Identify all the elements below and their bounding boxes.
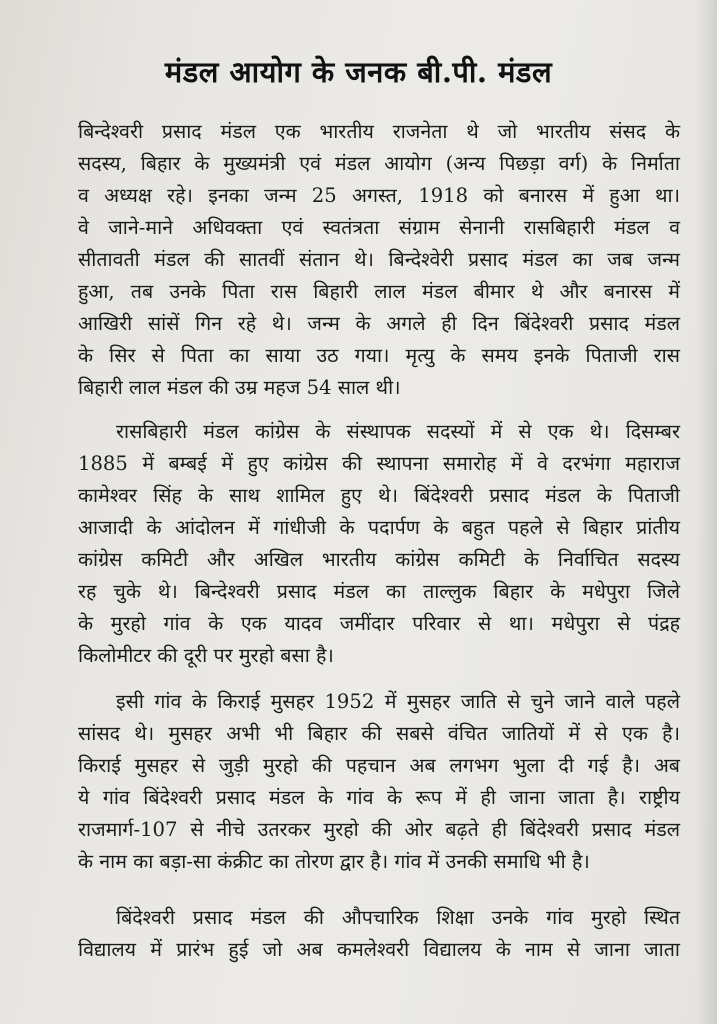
text-line: विद्यालय में प्रारंभ हुई जो अब कमलेश्वरी विद्यालय के नाम से जाना जाता xyxy=(78,938,680,961)
text-line: रासबिहारी मंडल कांग्रेस के संस्थापक सदस्यों में से एक थे। दिसम्बर xyxy=(116,420,680,443)
paragraph-1 xyxy=(78,116,680,404)
text-line: कामेश्वर सिंह के साथ शामिल हुए थे। बिंदेश्वरी प्रसाद मंडल के पिताजी xyxy=(78,484,680,507)
text-line: किराई मुसहर से जुड़ी मुरहो की पहचान अब लगभग भुला दी गई है। अब xyxy=(78,754,680,777)
text-line: राजमार्ग-107 से नीचे उतरकर मुरहो की ओर बढ़ते ही बिंदेश्वरी प्रसाद मंडल xyxy=(78,818,680,841)
paragraph-3 xyxy=(78,686,680,878)
text-line: आखिरी सांसें गिन रहे थे। जन्म के अगले ही दिन बिंदेश्वरी प्रसाद मंडल xyxy=(78,312,680,335)
text-line: इसी गांव के किराई मुसहर 1952 में मुसहर जाति से चुने जाने वाले पहले xyxy=(116,690,680,713)
paragraph-4 xyxy=(78,902,680,966)
text-line: आजादी के आंदोलन में गांधीजी के पदार्पण के बहुत पहले से बिहार प्रांतीय xyxy=(78,516,680,539)
text-line: रह चुके थे। बिन्देश्वरी प्रसाद मंडल का ताल्लुक बिहार के मधेपुरा जिले xyxy=(78,580,680,603)
text-line: 1885 में बम्बई में हुए कांग्रेस की स्थापना समारोह में वे दरभंगा महाराज xyxy=(78,452,680,475)
text-line: सीतावती मंडल की सातवीं संतान थे। बिन्देश्वेरी प्रसाद मंडल का जब जन्म xyxy=(78,248,680,271)
text-line: बिंदेश्वरी प्रसाद मंडल की औपचारिक शिक्षा उनके गांव मुरहो स्थित xyxy=(116,906,680,929)
text-line: हुआ, तब उनके पिता रास बिहारी लाल मंडल बीमार थे और बनारस में xyxy=(78,280,680,303)
page-title: मंडल आयोग के जनक बी.पी. मंडल xyxy=(164,55,553,89)
text-line: सदस्य, बिहार के मुख्यमंत्री एवं मंडल आयोग (अन्य पिछड़ा वर्ग) के निर्माता xyxy=(78,152,680,175)
text-line: के मुरहो गांव के एक यादव जमींदार परिवार से था। मधेपुरा से पंद्रह xyxy=(78,612,680,635)
text-line: ये गांव बिंदेश्वरी प्रसाद मंडल के गांव के रूप में ही जाना जाता है। राष्ट्रीय xyxy=(78,786,680,809)
text-line: किलोमीटर की दूरी पर मुरहो बसा है। xyxy=(78,644,334,667)
text-line: कांग्रेस कमिटी और अखिल भारतीय कांग्रेस कमिटी के निर्वाचित सदस्य xyxy=(78,548,680,571)
page-edge-shadow xyxy=(695,0,717,1024)
paragraph-2 xyxy=(78,416,680,672)
text-line: के नाम का बड़ा-सा कंक्रीट का तोरण द्वार है। गांव में उनकी समाधि भी है। xyxy=(78,850,590,873)
text-line: व अध्यक्ष रहे। इनका जन्म 25 अगस्त, 1918 को बनारस में हुआ था। xyxy=(78,184,680,207)
text-line: बिन्देश्वरी प्रसाद मंडल एक भारतीय राजनेता थे जो भारतीय संसद के xyxy=(78,120,680,143)
text-line: के सिर से पिता का साया उठ गया। मृत्यु के समय इनके पिताजी रास xyxy=(78,344,680,367)
text-line: बिहारी लाल मंडल की उम्र महज 54 साल थी। xyxy=(78,376,401,399)
text-line: वे जाने-माने अधिवक्ता एवं स्वतंत्रता संग्राम सेनानी रासबिहारी मंडल व xyxy=(78,216,680,239)
text-line: सांसद थे। मुसहर अभी भी बिहार की सबसे वंचित जातियों में से एक है। xyxy=(78,722,680,745)
